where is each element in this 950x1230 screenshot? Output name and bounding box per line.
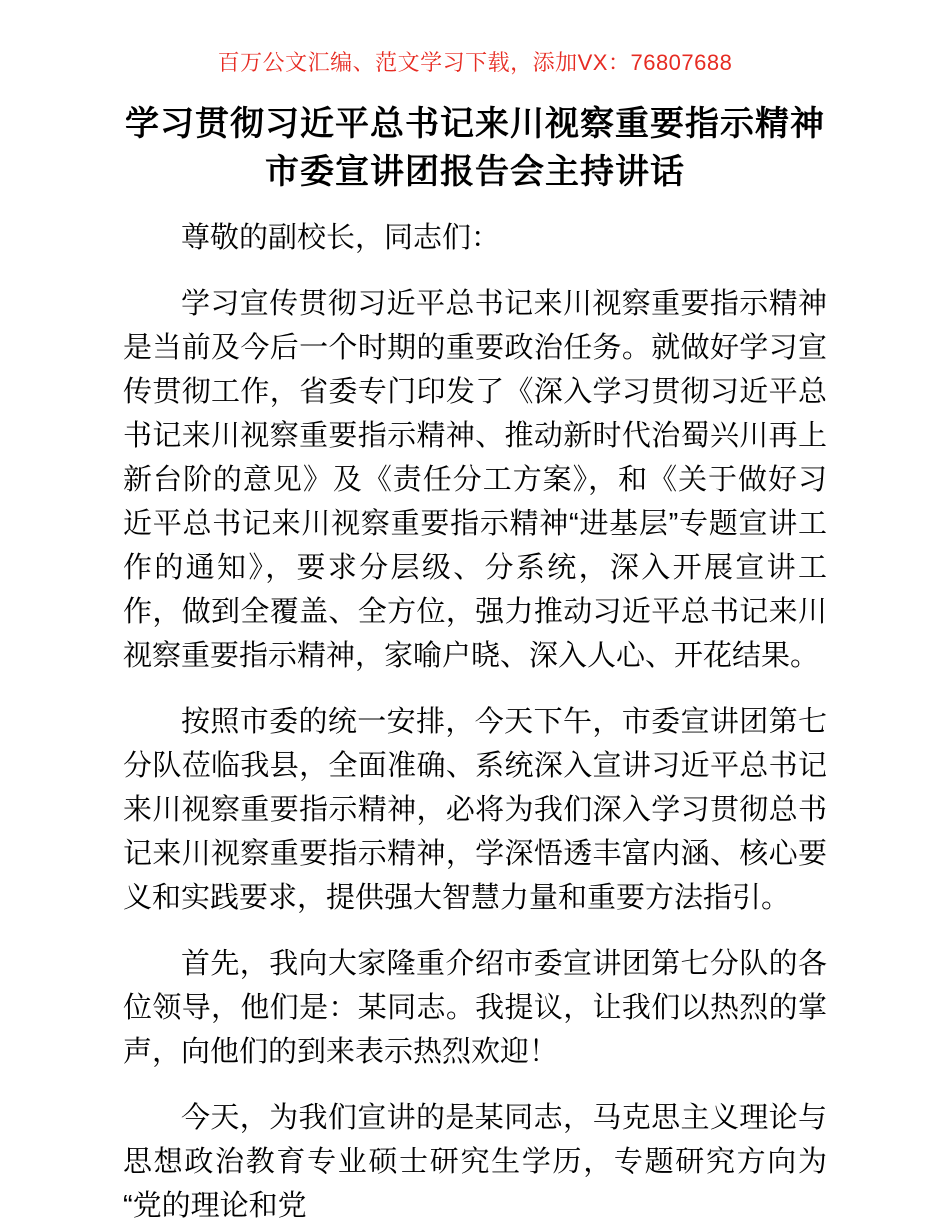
doc-body [123,216,827,1228]
paragraph-salutation: 尊敬的副校长，同志们： [181,222,501,254]
paragraph-body-1: 学习宣传贯彻习近平总书记来川视察重要指示精神是当前及今后一个时期的重要政治任务。就做好学习宣传贯彻工作，省委专门印发了《深入学习贯彻习近平总书记来川视察重要指示精神、推动新时代治蜀兴川再上新台阶的意见》及《责任分工方案》，和《关于做好习近平总书记来川视察重要指示精神“进基层”专题宣讲工作的通知》，要求分层级、分系统，深入开展宣讲工作，做到全覆盖、全方位，强力推动习近平总书记来川视察重要指示精神，家喻户晓、深入人心、开花结果。 [123,288,827,672]
doc-title-line-2: 市委宣讲团报告会主持讲话 [265,153,685,191]
doc-title-line-1: 学习贯彻习近平总书记来川视察重要指示精神 [125,105,825,143]
watermark-text: 百万公文汇编、范文学习下载，添加VX：76807688 [217,50,733,75]
paragraph-body-2: 按照市委的统一安排，今天下午，市委宣讲团第七分队莅临我县，全面准确、系统深入宣讲习近平总书记来川视察重要指示精神，必将为我们深入学习贯彻总书记来川视察重要指示精神，学深悟透丰富内涵、核心要义和实践要求，提供强大智慧力量和重要方法指引。 [123,706,827,914]
paragraph-body-3: 首先，我向大家隆重介绍市委宣讲团第七分队的各位领导，他们是：某同志。我提议，让我们以热烈的掌声，向他们的到来表示热烈欢迎！ [123,948,827,1068]
paragraph-body-4: 今天，为我们宣讲的是某同志，马克思主义理论与思想政治教育专业硕士研究生学历，专题研究方向为“党的理论和党 [123,1102,827,1222]
doc-title [0,100,950,196]
